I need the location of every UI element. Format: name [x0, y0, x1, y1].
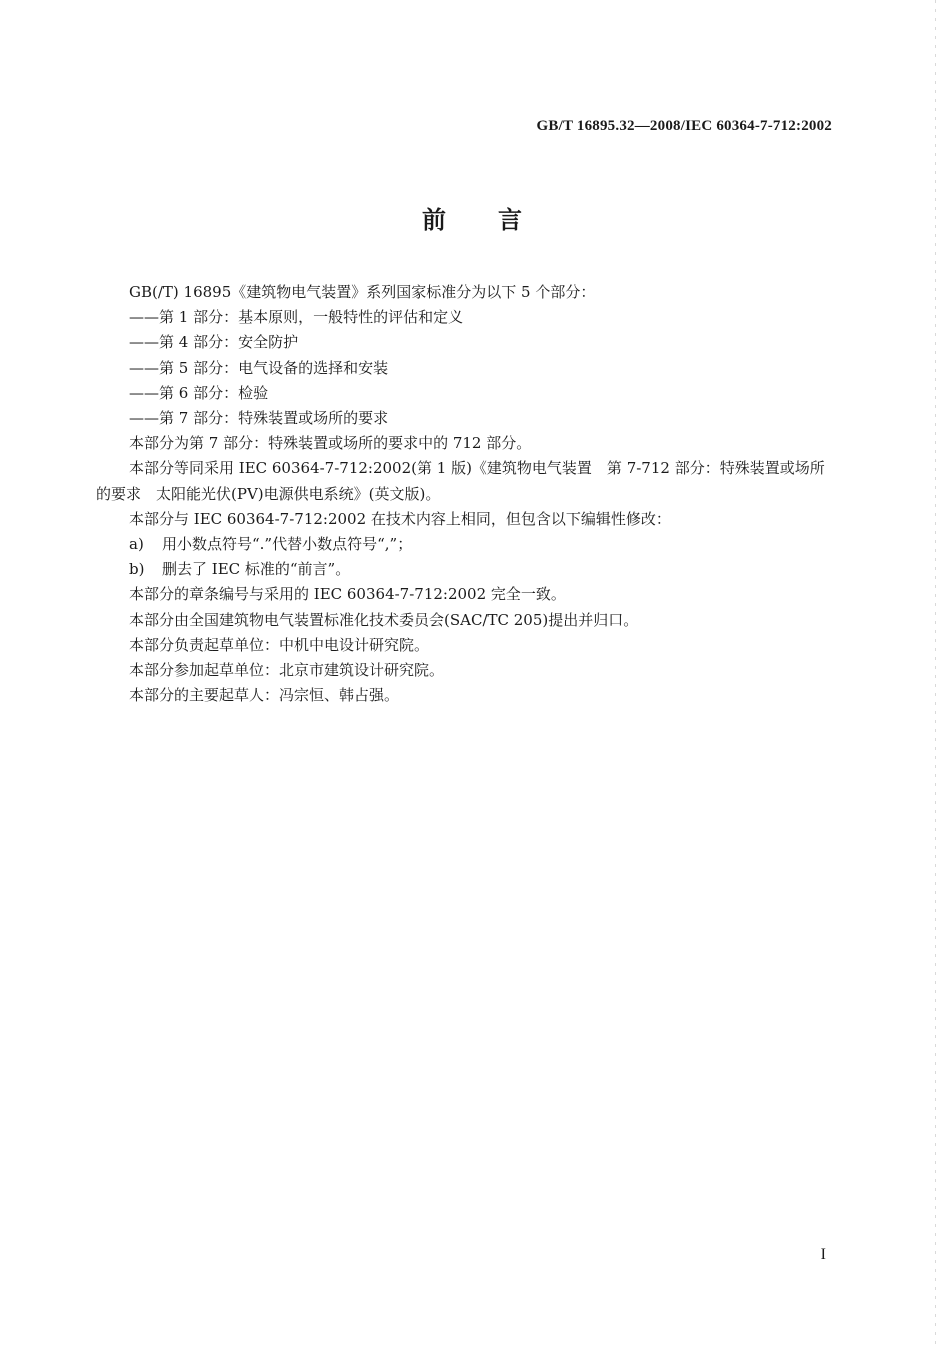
intro-paragraph: GB(/T) 16895《建筑物电气装置》系列国家标准分为以下 5 个部分： [129, 283, 596, 301]
paragraph-participating-drafter: 本部分参加起草单位：北京市建筑设计研究院。 [129, 661, 445, 680]
paragraph-differences: 本部分与 IEC 60364-7-712:2002 在技术内容上相同，但包含以下编辑性修改： [129, 509, 671, 528]
modification-text: 用小数点符号“.”代替小数点符号“,”； [162, 535, 413, 554]
part-item: ——第 5 部分：电气设备的选择和安装 [129, 358, 389, 377]
paragraph-numbering: 本部分的章条编号与采用的 IEC 60364-7-712:2002 完全一致。 [129, 585, 566, 604]
part-item: ——第 7 部分：特殊装置或场所的要求 [129, 409, 389, 428]
foreword-body [96, 280, 836, 708]
paragraph-lead-drafter: 本部分负责起草单位：中机中电设计研究院。 [129, 635, 430, 654]
page-title: 前言 [422, 206, 574, 234]
standard-code-header: GB/T 16895.32—2008/IEC 60364-7-712:2002 [536, 118, 832, 134]
modification-item [96, 557, 836, 582]
modification-text: 删去了 IEC 标准的“前言”。 [162, 560, 351, 579]
modification-item [96, 532, 836, 557]
page-number: I [820, 1246, 826, 1263]
paragraph-committee: 本部分由全国建筑物电气装置标准化技术委员会(SAC/TC 205)提出并归口。 [129, 610, 639, 629]
paragraph-part-scope: 本部分为第 7 部分：特殊装置或场所的要求中的 712 部分。 [129, 434, 532, 453]
modification-label: a) [129, 535, 144, 554]
part-item: ——第 4 部分：安全防护 [129, 333, 299, 352]
part-item: ——第 6 部分：检验 [129, 383, 269, 402]
modification-label: b) [129, 560, 145, 579]
paragraph-adoption: 本部分等同采用 IEC 60364-7-712:2002(第 1 版)《建筑物电气装置 第 7-712 部分：特殊装置或场所的要求 太阳能光伏(PV)电源供电系统》(英文版)。 [96, 459, 825, 503]
paragraph-main-drafters: 本部分的主要起草人：冯宗恒、韩占强。 [129, 686, 400, 705]
part-item: ——第 1 部分：基本原则，一般特性的评估和定义 [129, 308, 464, 327]
